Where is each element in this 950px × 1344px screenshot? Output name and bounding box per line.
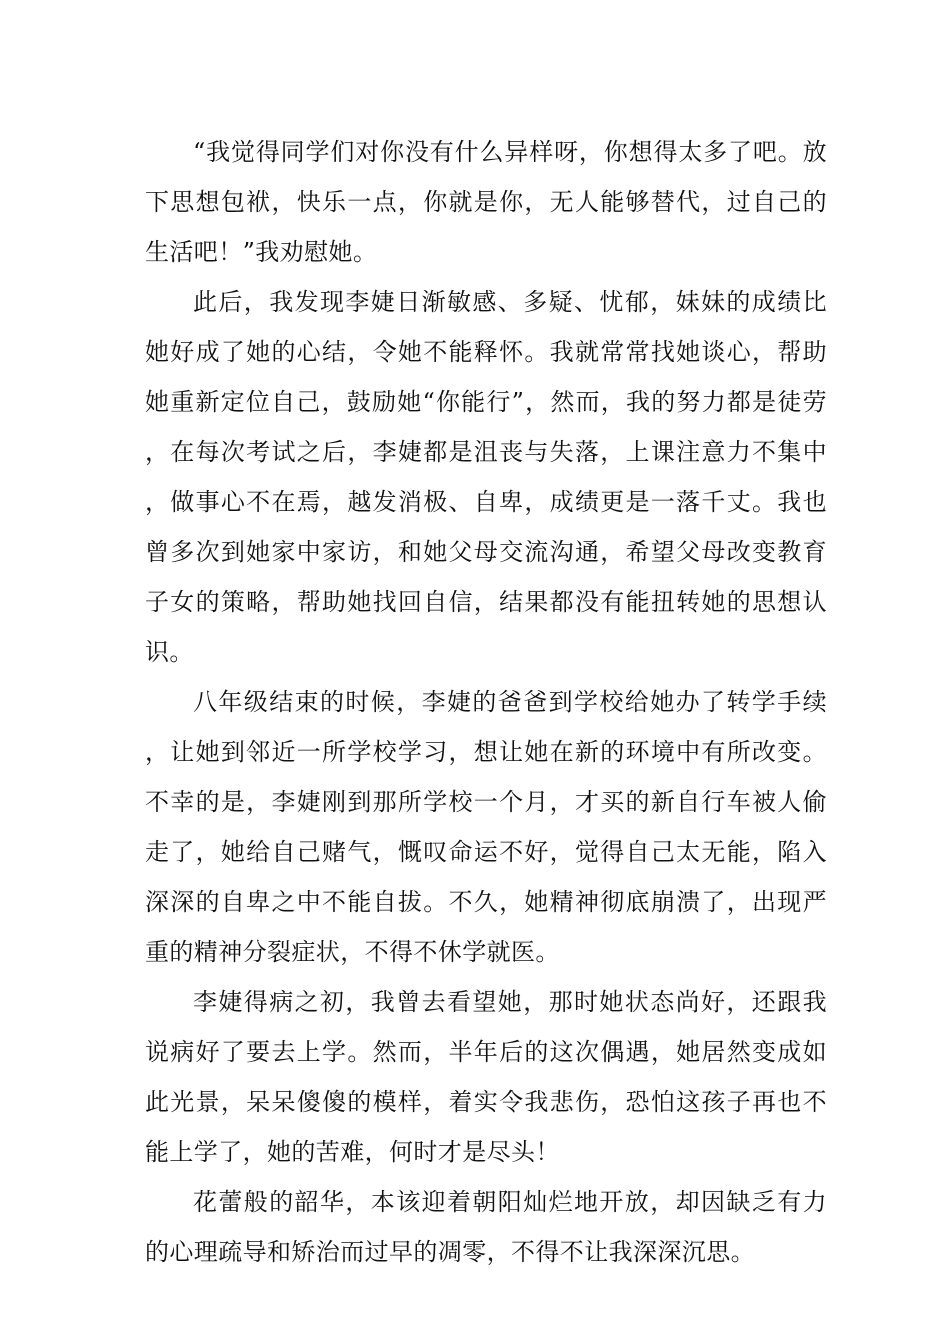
document-body	[145, 127, 827, 1277]
paragraph-5: 花蕾般的韶华，本该迎着朝阳灿烂地开放，却因缺乏有力的心理疏导和矫治而过早的凋零，不得不让我深深沉思。	[145, 1188, 827, 1266]
paragraph-3: 八年级结束的时候，李婕的爸爸到学校给她办了转学手续，让她到邻近一所学校学习，想让她在新的环境中有所改变。不幸的是，李婕刚到那所学校一个月，才买的新自行车被人偷走了，她给自己赌气，慨叹命运不好，觉得自己太无能，陷入深深的自卑之中不能自拔。不久，她精神彻底崩溃了，出现严重的精神分裂症状，不得不休学就医。	[145, 688, 827, 966]
paragraph-2: 此后，我发现李婕日渐敏感、多疑、忧郁，妹妹的成绩比她好成了她的心结，令她不能释怀。我就常常找她谈心，帮助她重新定位自己，鼓励她“你能行”，然而，我的努力都是徒劳，在每次考试之后，李婕都是沮丧与失落，上课注意力不集中，做事心不在焉，越发消极、自卑，成绩更是一落千丈。我也曾多次到她家中家访，和她父母交流沟通，希望父母改变教育子女的策略，帮助她找回自信，结果都没有能扭转她的思想认识。	[145, 288, 827, 666]
paragraph-1: “我觉得同学们对你没有什么异样呀，你想得太多了吧。放下思想包袱，快乐一点，你就是你，无人能够替代，过自己的生活吧！”我劝慰她。	[145, 138, 827, 266]
paragraph-4: 李婕得病之初，我曾去看望她，那时她状态尚好，还跟我说病好了要去上学。然而，半年后的这次偶遇，她居然变成如此光景，呆呆傻傻的模样，着实令我悲伤，恐怕这孩子再也不能上学了，她的苦难，何时才是尽头！	[145, 988, 827, 1166]
